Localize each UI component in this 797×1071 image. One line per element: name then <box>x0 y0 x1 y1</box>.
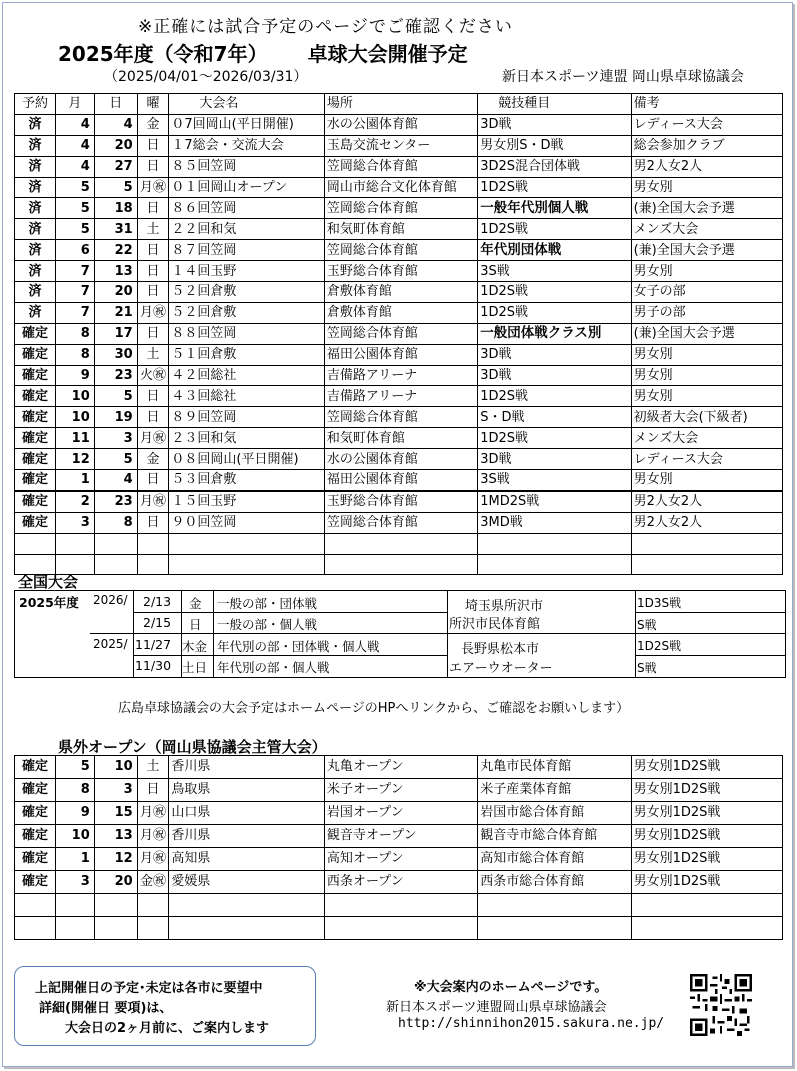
national-venue2-hall: エアーウオーター <box>449 661 553 676</box>
schedule-table <box>14 93 783 575</box>
row-note: 男2人女2人 <box>631 491 782 512</box>
national-date-2: 2/15 <box>143 615 172 630</box>
row-note: 男女別 <box>631 344 782 365</box>
row-day: 5 <box>94 386 137 407</box>
ext-weekday: 月㊗ <box>137 825 169 848</box>
row-event-name: ５２回倉敷 <box>169 302 324 323</box>
national-fiscal-year: 2025年度 <box>19 595 79 610</box>
national-event-2: S戦 <box>637 618 657 632</box>
schedule-row <box>15 177 783 198</box>
row-status: 済 <box>15 219 56 240</box>
ext-event-name: 観音寺オープン <box>324 825 477 848</box>
row-day: 31 <box>94 219 137 240</box>
schedule-row <box>15 428 783 449</box>
row-day: 18 <box>94 198 137 219</box>
row-weekday: 火㊗ <box>137 365 169 386</box>
row-day: 20 <box>94 282 137 303</box>
national-venue1-city: 埼玉県所沢市 <box>465 599 544 614</box>
page-title <box>58 38 468 67</box>
empty-row <box>15 533 783 554</box>
row-day: 21 <box>94 302 137 323</box>
row-day: 17 <box>94 323 137 344</box>
row-event-type: 3MD戦 <box>478 512 631 533</box>
row-weekday: 土 <box>137 219 169 240</box>
ext-weekday: 月㊗ <box>137 802 169 825</box>
national-date-1: 2/13 <box>143 594 172 609</box>
row-note: 初級者大会(下級者) <box>631 407 782 428</box>
external-row <box>15 825 783 848</box>
row-weekday: 土 <box>137 344 169 365</box>
row-status: 確定 <box>15 428 56 449</box>
schedule-row <box>15 114 783 135</box>
ext-event-type: 男女別1D2S戦 <box>631 825 782 848</box>
row-day: 13 <box>94 261 137 282</box>
national-event-1: 1D3S戦 <box>637 596 682 610</box>
row-event-name: ５２回倉敷 <box>169 282 324 303</box>
row-weekday: 月㊗ <box>137 428 169 449</box>
schedule-row <box>15 407 783 428</box>
ext-day: 12 <box>94 848 137 871</box>
row-month: 6 <box>55 240 94 261</box>
row-month: 5 <box>55 219 94 240</box>
ext-status: 確定 <box>15 779 56 802</box>
ext-prefecture: 山口県 <box>169 802 324 825</box>
national-date-4: 11/30 <box>135 658 172 673</box>
row-status: 済 <box>15 135 56 156</box>
row-venue: 笠岡総合体育館 <box>324 156 477 177</box>
row-event-name: ０８回岡山(平日開催) <box>169 449 324 470</box>
national-year-2026: 2026/ <box>93 593 128 607</box>
external-row <box>15 871 783 894</box>
row-event-name: ４３回総社 <box>169 386 324 407</box>
row-day: 20 <box>94 135 137 156</box>
row-note: 男女別 <box>631 386 782 407</box>
national-venue2-city: 長野県松本市 <box>461 642 540 657</box>
external-row <box>15 779 783 802</box>
empty-row <box>15 894 783 917</box>
row-event-type: 一般年代別個人戦 <box>478 198 631 219</box>
ext-venue: 岩国市総合体育館 <box>478 802 631 825</box>
schedule-row <box>15 323 783 344</box>
ext-event-type: 男女別1D2S戦 <box>631 756 782 779</box>
ext-status: 確定 <box>15 825 56 848</box>
row-weekday: 日 <box>137 323 169 344</box>
row-month: 7 <box>55 261 94 282</box>
ext-day: 10 <box>94 756 137 779</box>
row-event-type: 3D2S混合団体戦 <box>478 156 631 177</box>
row-month: 5 <box>55 177 94 198</box>
row-status: 確定 <box>15 407 56 428</box>
row-event-name: ４２回総社 <box>169 365 324 386</box>
row-event-type: S・D戦 <box>478 407 631 428</box>
ext-day: 20 <box>94 871 137 894</box>
ext-prefecture: 香川県 <box>169 825 324 848</box>
ext-weekday: 日 <box>137 779 169 802</box>
hiroshima-note: 広島卓球協議会の大会予定はホームページのHPへリンクから、ご確認をお願いします） <box>118 701 630 716</box>
row-venue: 倉敷体育館 <box>324 302 477 323</box>
row-event-type: 1D2S戦 <box>478 177 631 198</box>
ext-venue: 観音寺市総合体育館 <box>478 825 631 848</box>
national-weekday-4: 土日 <box>182 660 208 675</box>
national-weekday-2: 日 <box>189 617 202 632</box>
row-event-name: １５回玉野 <box>169 491 324 512</box>
schedule-row <box>15 302 783 323</box>
row-venue: 水の公園体育館 <box>324 449 477 470</box>
row-status: 済 <box>15 198 56 219</box>
ext-weekday: 金㊗ <box>137 871 169 894</box>
row-day: 19 <box>94 407 137 428</box>
row-status: 確定 <box>15 323 56 344</box>
row-note: 男子の部 <box>631 302 782 323</box>
row-status: 確定 <box>15 386 56 407</box>
organization-text: 新日本スポーツ連盟 岡山県卓球協議会 <box>502 69 744 85</box>
row-event-type: 3D戦 <box>478 365 631 386</box>
row-note: 男女別 <box>631 470 782 491</box>
national-heading: 全国大会 <box>18 573 79 591</box>
ext-status: 確定 <box>15 756 56 779</box>
schedule-row <box>15 261 783 282</box>
row-venue: 福田公園体育館 <box>324 470 477 491</box>
row-month: 3 <box>55 512 94 533</box>
national-weekday-1: 金 <box>189 596 202 611</box>
row-status: 確定 <box>15 512 56 533</box>
schedule-row <box>15 156 783 177</box>
row-venue: 笠岡総合体育館 <box>324 240 477 261</box>
national-division-4: 年代別の部・個人戦 <box>217 660 330 675</box>
row-venue: 笠岡総合体育館 <box>324 512 477 533</box>
ext-event-name: 高知オープン <box>324 848 477 871</box>
row-day: 23 <box>94 365 137 386</box>
row-venue: 岡山市総合文化体育館 <box>324 177 477 198</box>
ext-event-type: 男女別1D2S戦 <box>631 802 782 825</box>
col-month: 月 <box>55 94 94 115</box>
external-row <box>15 802 783 825</box>
row-event-name: ８８回笠岡 <box>169 323 324 344</box>
ext-event-name: 岩国オープン <box>324 802 477 825</box>
row-event-type: 一般団体戦クラス別 <box>478 323 631 344</box>
row-note: (兼)全国大会予選 <box>631 323 782 344</box>
row-status: 済 <box>15 302 56 323</box>
row-event-name: ２３回和気 <box>169 428 324 449</box>
row-status: 済 <box>15 282 56 303</box>
row-status: 確定 <box>15 449 56 470</box>
schedule-row <box>15 282 783 303</box>
row-month: 10 <box>55 386 94 407</box>
hp-url-link[interactable]: http://shinnihon2015.sakura.ne.jp/ <box>398 1016 665 1031</box>
row-month: 4 <box>55 114 94 135</box>
row-month: 12 <box>55 449 94 470</box>
schedule-row <box>15 198 783 219</box>
row-day: 23 <box>94 491 137 512</box>
national-date-3: 11/27 <box>135 637 172 652</box>
schedule-row <box>15 344 783 365</box>
row-weekday: 日 <box>137 198 169 219</box>
row-weekday: 日 <box>137 386 169 407</box>
row-day: 8 <box>94 512 137 533</box>
row-month: 4 <box>55 135 94 156</box>
row-venue: 玉島交流センター <box>324 135 477 156</box>
row-month: 4 <box>55 156 94 177</box>
schedule-row <box>15 240 783 261</box>
row-month: 5 <box>55 198 94 219</box>
row-venue: 笠岡総合体育館 <box>324 198 477 219</box>
row-weekday: 日 <box>137 156 169 177</box>
row-status: 確定 <box>15 470 56 491</box>
notice-text: ※正確には試合予定のページでご確認ください <box>138 17 513 37</box>
row-day: 5 <box>94 177 137 198</box>
row-weekday: 日 <box>137 470 169 491</box>
row-status: 済 <box>15 156 56 177</box>
row-weekday: 月㊗ <box>137 177 169 198</box>
row-status: 済 <box>15 240 56 261</box>
row-weekday: 日 <box>137 407 169 428</box>
row-day: 22 <box>94 240 137 261</box>
national-venue1-hall: 所沢市民体育館 <box>449 617 541 632</box>
ext-status: 確定 <box>15 871 56 894</box>
hp-org: 新日本スポーツ連盟岡山県卓球協議会 <box>386 1000 607 1015</box>
row-day: 5 <box>94 449 137 470</box>
row-day: 3 <box>94 428 137 449</box>
row-note: (兼)全国大会予選 <box>631 198 782 219</box>
external-row <box>15 848 783 871</box>
row-venue: 吉備路アリーナ <box>324 365 477 386</box>
row-event-name: ２２回和気 <box>169 219 324 240</box>
col-venue: 場所 <box>324 94 477 115</box>
schedule-row <box>15 512 783 533</box>
ext-month: 3 <box>55 871 94 894</box>
row-event-name: ８９回笠岡 <box>169 407 324 428</box>
ext-status: 確定 <box>15 802 56 825</box>
row-event-type: 3S戦 <box>478 261 631 282</box>
ext-venue: 丸亀市民体育館 <box>478 756 631 779</box>
schedule-row <box>15 219 783 240</box>
national-division-2: 一般の部・個人戦 <box>217 617 318 632</box>
row-note: 男女別 <box>631 261 782 282</box>
row-note: 男女別 <box>631 177 782 198</box>
national-table <box>14 590 786 678</box>
ext-status: 確定 <box>15 848 56 871</box>
hp-title: ※大会案内のホームページです。 <box>414 980 608 995</box>
row-weekday: 月㊗ <box>137 491 169 512</box>
schedule-row <box>15 135 783 156</box>
row-note: レディース大会 <box>631 449 782 470</box>
row-event-name: ８６回笠岡 <box>169 198 324 219</box>
row-venue: 吉備路アリーナ <box>324 386 477 407</box>
empty-row <box>15 554 783 575</box>
row-weekday: 金 <box>137 449 169 470</box>
row-note: メンズ大会 <box>631 219 782 240</box>
ext-weekday: 土 <box>137 756 169 779</box>
row-event-type: 3D戦 <box>478 344 631 365</box>
row-event-type: 3D戦 <box>478 449 631 470</box>
ext-day: 15 <box>94 802 137 825</box>
footer-line-3: 大会日の2ヶ月前に、ご案内します <box>65 1021 270 1036</box>
row-venue: 玉野総合体育館 <box>324 261 477 282</box>
schedule-row <box>15 470 783 491</box>
ext-prefecture: 香川県 <box>169 756 324 779</box>
ext-day: 13 <box>94 825 137 848</box>
row-day: 4 <box>94 114 137 135</box>
ext-month: 10 <box>55 825 94 848</box>
national-event-4: S戦 <box>637 661 657 675</box>
row-month: 7 <box>55 282 94 303</box>
col-status: 予約 <box>15 94 56 115</box>
row-event-name: ８５回笠岡 <box>169 156 324 177</box>
external-table <box>14 755 783 940</box>
row-status: 確定 <box>15 344 56 365</box>
col-weekday: 曜 <box>137 94 169 115</box>
row-venue: 笠岡総合体育館 <box>324 323 477 344</box>
schedule-row <box>15 449 783 470</box>
ext-venue: 高知市総合体育館 <box>478 848 631 871</box>
ext-event-name: 丸亀オープン <box>324 756 477 779</box>
ext-event-name: 西条オープン <box>324 871 477 894</box>
row-month: 8 <box>55 323 94 344</box>
row-status: 済 <box>15 261 56 282</box>
footer-line-2: 詳細(開催日 要項)は、 <box>39 1001 173 1016</box>
row-month: 7 <box>55 302 94 323</box>
period-text: （2025/04/01～2026/03/31） <box>104 69 308 85</box>
row-event-type: 年代別団体戦 <box>478 240 631 261</box>
row-weekday: 金 <box>137 114 169 135</box>
row-event-type: 1D2S戦 <box>478 302 631 323</box>
col-name: 大会名 <box>169 94 324 115</box>
row-event-name: ０１回岡山オープン <box>169 177 324 198</box>
row-weekday: 日 <box>137 261 169 282</box>
row-month: 8 <box>55 344 94 365</box>
ext-day: 3 <box>94 779 137 802</box>
schedule-header-row <box>15 94 783 115</box>
ext-month: 5 <box>55 756 94 779</box>
row-status: 済 <box>15 177 56 198</box>
row-day: 4 <box>94 470 137 491</box>
row-status: 確定 <box>15 491 56 512</box>
row-event-type: 1D2S戦 <box>478 282 631 303</box>
row-note: 男女別 <box>631 365 782 386</box>
row-event-name: ８７回笠岡 <box>169 240 324 261</box>
row-note: (兼)全国大会予選 <box>631 240 782 261</box>
row-weekday: 日 <box>137 240 169 261</box>
row-venue: 和気町体育館 <box>324 219 477 240</box>
ext-event-type: 男女別1D2S戦 <box>631 871 782 894</box>
national-event-3: 1D2S戦 <box>637 639 682 653</box>
row-venue: 玉野総合体育館 <box>324 491 477 512</box>
row-weekday: 日 <box>137 135 169 156</box>
row-event-name: ５１回倉敷 <box>169 344 324 365</box>
row-venue: 水の公園体育館 <box>324 114 477 135</box>
ext-weekday: 月㊗ <box>137 848 169 871</box>
row-event-type: 1D2S戦 <box>478 386 631 407</box>
title-sub: 卓球大会開催予定 <box>307 42 468 66</box>
row-venue: 倉敷体育館 <box>324 282 477 303</box>
row-month: 1 <box>55 470 94 491</box>
row-event-type: 1D2S戦 <box>478 219 631 240</box>
row-event-name: １４回玉野 <box>169 261 324 282</box>
row-note: 総会参加クラブ <box>631 135 782 156</box>
footer-line-1: 上記開催日の予定･未定は各市に要望中 <box>35 981 263 996</box>
external-heading: 県外オープン（岡山県協議会主管大会） <box>58 738 327 756</box>
qr-code-icon[interactable] <box>690 974 752 1036</box>
ext-month: 9 <box>55 802 94 825</box>
ext-prefecture: 鳥取県 <box>169 779 324 802</box>
row-weekday: 日 <box>137 282 169 303</box>
row-note: メンズ大会 <box>631 428 782 449</box>
row-note: 男2人女2人 <box>631 512 782 533</box>
row-weekday: 日 <box>137 512 169 533</box>
row-venue: 笠岡総合体育館 <box>324 407 477 428</box>
ext-venue: 西条市総合体育館 <box>478 871 631 894</box>
ext-month: 8 <box>55 779 94 802</box>
ext-event-name: 米子オープン <box>324 779 477 802</box>
title-main: 2025年度（令和7年） <box>58 42 268 66</box>
empty-row <box>15 917 783 940</box>
row-event-name: １7総会・交流大会 <box>169 135 324 156</box>
ext-venue: 米子産業体育館 <box>478 779 631 802</box>
ext-prefecture: 愛媛県 <box>169 871 324 894</box>
col-event: 競技種目 <box>478 94 631 115</box>
col-note: 備考 <box>631 94 782 115</box>
row-month: 10 <box>55 407 94 428</box>
row-note: 男2人女2人 <box>631 156 782 177</box>
ext-event-type: 男女別1D2S戦 <box>631 779 782 802</box>
row-event-name: ０7回岡山(平日開催) <box>169 114 324 135</box>
col-day: 日 <box>94 94 137 115</box>
row-month: 9 <box>55 365 94 386</box>
national-weekday-3: 木金 <box>182 639 208 654</box>
row-event-type: 1D2S戦 <box>478 428 631 449</box>
row-note: レディース大会 <box>631 114 782 135</box>
row-event-type: 男女別S・D戦 <box>478 135 631 156</box>
row-venue: 和気町体育館 <box>324 428 477 449</box>
row-weekday: 月㊗ <box>137 302 169 323</box>
footer-info-box <box>14 966 316 1046</box>
row-event-type: 3S戦 <box>478 470 631 491</box>
national-division-3: 年代別の部・団体戦・個人戦 <box>217 639 380 654</box>
row-month: 2 <box>55 491 94 512</box>
national-year-2025: 2025/ <box>93 637 128 651</box>
ext-month: 1 <box>55 848 94 871</box>
row-event-name: ５３回倉敷 <box>169 470 324 491</box>
national-division-1: 一般の部・団体戦 <box>217 596 318 611</box>
ext-event-type: 男女別1D2S戦 <box>631 848 782 871</box>
external-row <box>15 756 783 779</box>
row-day: 27 <box>94 156 137 177</box>
row-note: 女子の部 <box>631 282 782 303</box>
row-event-type: 1MD2S戦 <box>478 491 631 512</box>
row-day: 30 <box>94 344 137 365</box>
row-event-type: 3D戦 <box>478 114 631 135</box>
row-status: 済 <box>15 114 56 135</box>
row-venue: 福田公園体育館 <box>324 344 477 365</box>
row-month: 11 <box>55 428 94 449</box>
ext-prefecture: 高知県 <box>169 848 324 871</box>
schedule-row <box>15 365 783 386</box>
schedule-row <box>15 386 783 407</box>
row-status: 確定 <box>15 365 56 386</box>
schedule-row <box>15 491 783 512</box>
row-event-name: ９０回笠岡 <box>169 512 324 533</box>
